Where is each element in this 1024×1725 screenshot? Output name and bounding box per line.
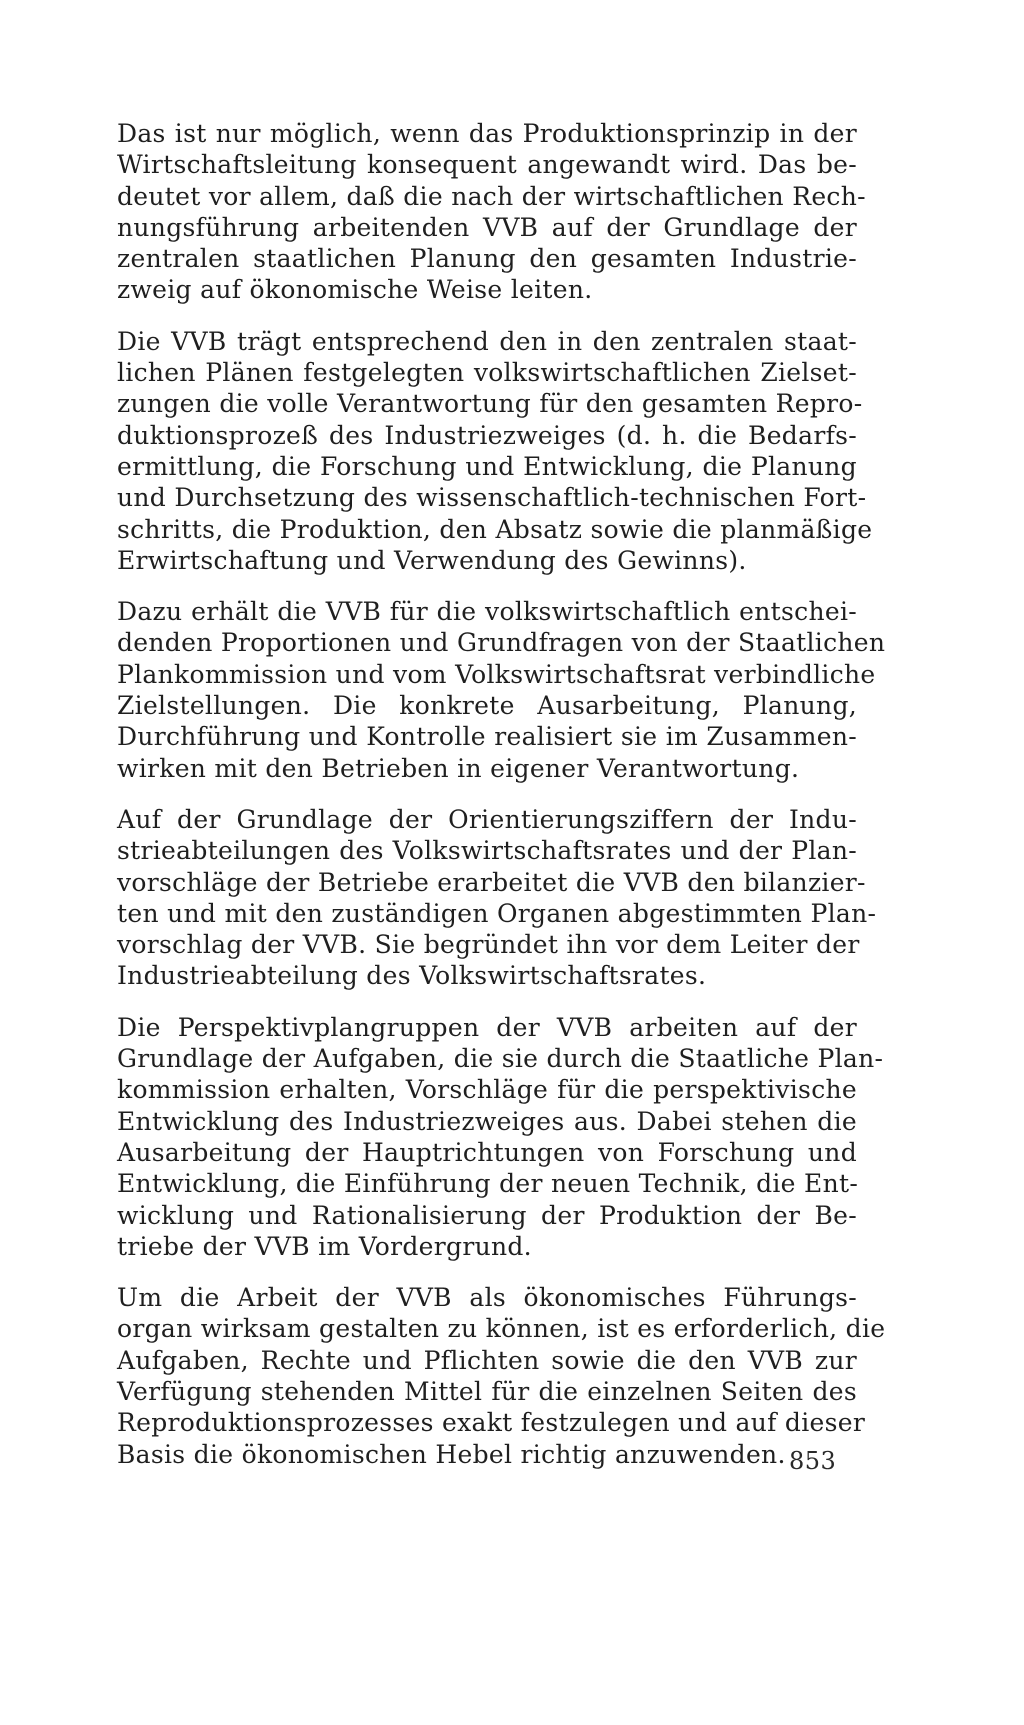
text-line: Entwicklung, die Einführung der neuen Technik, die Ent- <box>117 1169 859 1199</box>
paragraph-6 <box>117 1282 886 1470</box>
text-line: lichen Plänen festgelegten volkswirtschaftlichen Zielset- <box>117 358 857 388</box>
paragraph-4 <box>117 804 877 992</box>
text-line: vorschläge der Betriebe erarbeitet die VVB den bilanzier- <box>117 867 866 897</box>
text-line: ermittlung, die Forschung und Entwicklung, die Planung <box>117 451 857 481</box>
text-line: Auf der Grundlage der Orientierungsziffern der Indu- <box>117 804 857 834</box>
paragraph-2 <box>117 326 873 576</box>
text-line: triebe der VVB im Vordergrund. <box>117 1231 532 1261</box>
text-line: ten und mit den zuständigen Organen abgestimmten Plan- <box>117 898 877 928</box>
text-line: und Durchsetzung des wissenschaftlich-technischen Fort- <box>117 483 867 513</box>
text-line: Die VVB trägt entsprechend den in den zentralen staat- <box>117 326 857 356</box>
text-line: vorschlag der VVB. Sie begründet ihn vor dem Leiter der <box>117 930 860 960</box>
text-line: schritts, die Produktion, den Absatz sowie die planmäßige <box>117 514 873 544</box>
text-line: zweig auf ökonomische Weise leiten. <box>117 275 593 305</box>
text-line: zentralen staatlichen Planung den gesamten Industrie- <box>117 244 857 274</box>
text-line: wicklung und Rationalisierung der Produktion der Be- <box>117 1200 857 1230</box>
text-line: strieabteilungen des Volkswirtschaftsrates und der Plan- <box>117 836 857 866</box>
text-line: Industrieabteilung des Volkswirtschaftsrates. <box>117 961 707 991</box>
text-line: Basis die ökonomischen Hebel richtig anzuwenden. <box>117 1439 786 1469</box>
text-line: Die Perspektivplangruppen der VVB arbeiten auf der <box>117 1012 857 1042</box>
text-line: denden Proportionen und Grundfragen von der Staatlichen <box>117 628 886 658</box>
text-line: Ausarbeitung der Hauptrichtungen von Forschung und <box>117 1137 857 1167</box>
body-text <box>117 118 886 1490</box>
text-line: Wirtschaftsleitung konsequent angewandt wird. Das be- <box>117 150 857 180</box>
text-line: Um die Arbeit der VVB als ökonomisches Führungs- <box>117 1283 857 1313</box>
text-line: Durchführung und Kontrolle realisiert sie im Zusammen- <box>117 722 857 752</box>
text-line: duktionsprozeß des Industriezweiges (d. h. die Bedarfs- <box>117 420 857 450</box>
text-line: Aufgaben, Rechte und Pflichten sowie die den VVB zur <box>117 1345 857 1375</box>
paragraph-5 <box>117 1012 884 1262</box>
text-line: organ wirksam gestalten zu können, ist es erforderlich, die <box>117 1314 886 1344</box>
text-line: deutet vor allem, daß die nach der wirtschaftlichen Rech- <box>117 181 866 211</box>
text-line: kommission erhalten, Vorschläge für die perspektivische <box>117 1075 857 1105</box>
text-line: zungen die volle Verantwortung für den gesamten Repro- <box>117 389 863 419</box>
paragraph-3 <box>117 596 886 784</box>
paragraph-1 <box>117 118 866 306</box>
text-line: Grundlage der Aufgaben, die sie durch die Staatliche Plan- <box>117 1044 884 1074</box>
text-line: Dazu erhält die VVB für die volkswirtschaftlich entschei- <box>117 597 857 627</box>
text-line: Entwicklung des Industriezweiges aus. Dabei stehen die <box>117 1106 857 1136</box>
text-line: Verfügung stehenden Mittel für die einzelnen Seiten des <box>117 1376 857 1406</box>
text-line: Reproduktionsprozesses exakt festzulegen und auf dieser <box>117 1408 866 1438</box>
text-line: wirken mit den Betrieben in eigener Verantwortung. <box>117 753 800 783</box>
text-line: Zielstellungen. Die konkrete Ausarbeitung, Planung, <box>117 691 857 721</box>
text-line: nungsführung arbeitenden VVB auf der Grundlage der <box>117 212 857 242</box>
page-number: 853 <box>789 1447 837 1475</box>
text-line: Erwirtschaftung und Verwendung des Gewinns). <box>117 545 747 575</box>
text-line: Plankommission und vom Volkswirtschaftsrat verbindliche <box>117 659 876 689</box>
text-line: Das ist nur möglich, wenn das Produktionsprinzip in der <box>117 119 857 148</box>
